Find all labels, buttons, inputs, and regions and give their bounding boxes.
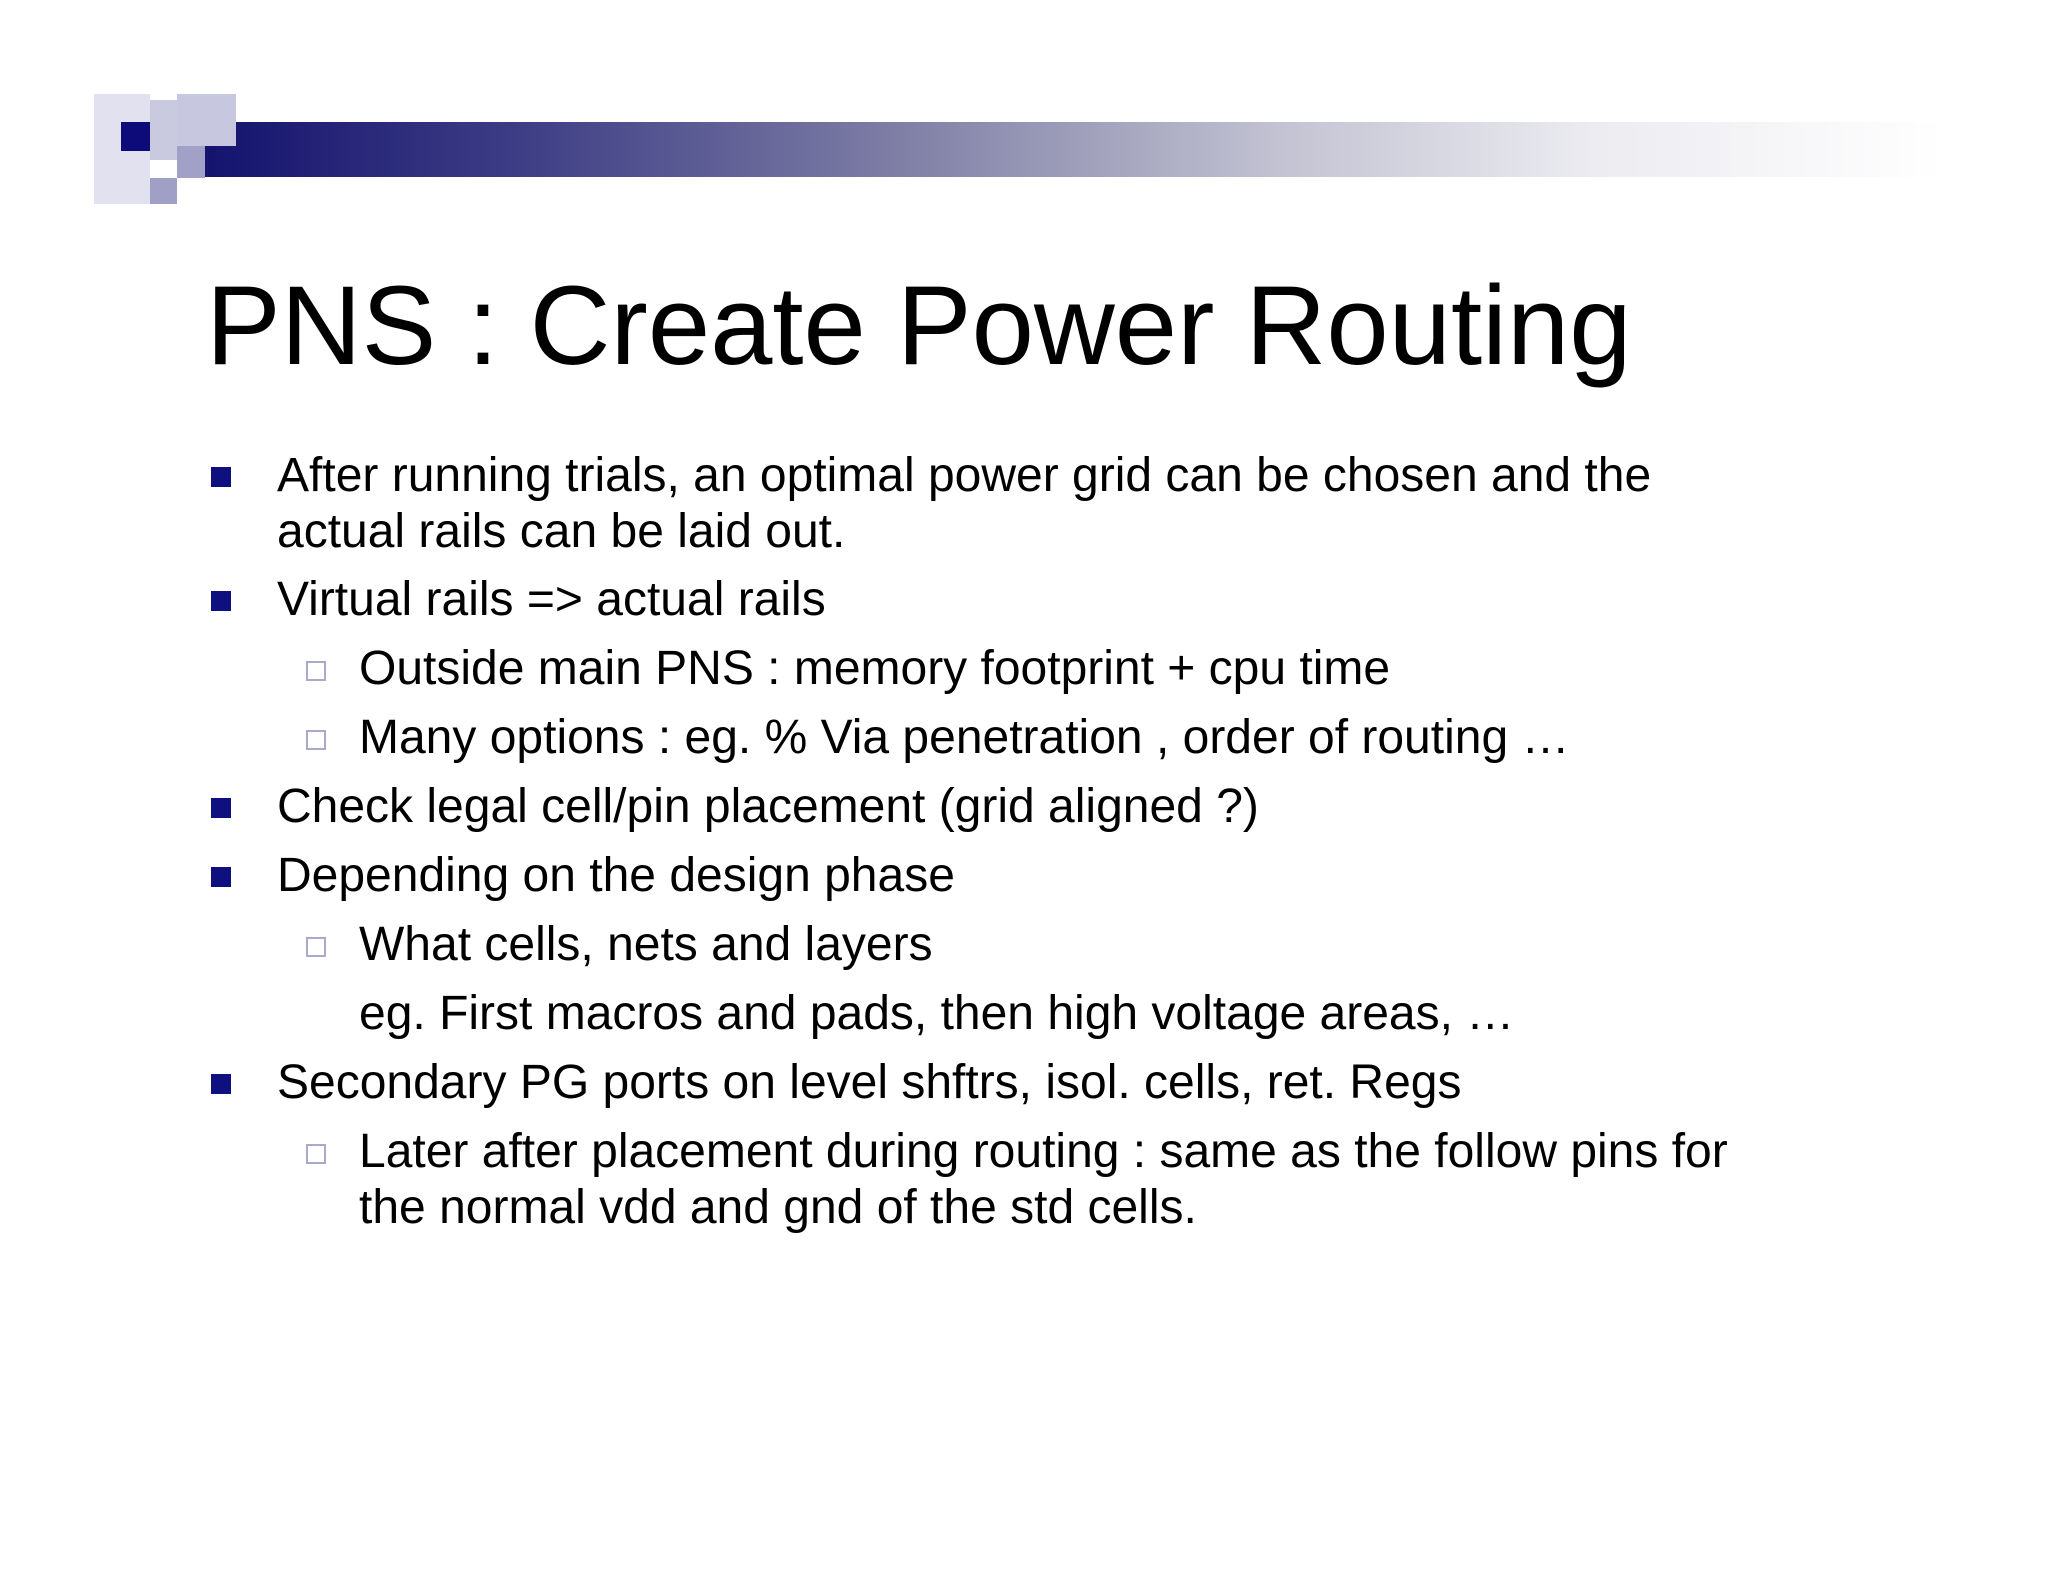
bullet-text-line: Later after placement during routing : same as the follow pins for [359, 1125, 1728, 1178]
square-bullet-icon [211, 1074, 231, 1094]
bullet-text-line: What cells, nets and layers [359, 918, 933, 971]
bullet-text-line: eg. First macros and pads, then high voltage areas, … [359, 987, 1515, 1040]
bullet-item [277, 448, 1651, 560]
square-bullet-icon [211, 867, 231, 887]
bullet-text-line: Depending on the design phase [277, 849, 955, 902]
bullet-item [277, 1055, 1461, 1111]
bullet-item [277, 572, 826, 628]
bullet-text-line: Check legal cell/pin placement (grid aligned ?) [277, 780, 1259, 833]
bullet-text-line: Secondary PG ports on level shftrs, isol. cells, ret. Regs [277, 1056, 1462, 1109]
bullet-text-line: Outside main PNS : memory footprint + cpu time [359, 642, 1391, 695]
hollow-square-bullet-icon [306, 937, 326, 957]
square-bullet-icon [211, 591, 231, 611]
square-bullet-icon [211, 467, 231, 487]
sub-bullet-item [359, 1124, 1728, 1236]
hollow-square-bullet-icon [306, 730, 326, 750]
hollow-square-bullet-icon [306, 661, 326, 681]
sub-bullet-item [359, 641, 1390, 697]
bullet-text-line: the normal vdd and gnd of the std cells. [359, 1181, 1197, 1234]
sub-bullet-item [359, 917, 933, 973]
bullet-item [277, 779, 1259, 835]
hollow-square-bullet-icon [306, 1144, 326, 1164]
sub-bullet-item [359, 710, 1569, 766]
sub-bullet-continuation [359, 986, 1514, 1042]
square-bullet-icon [211, 798, 231, 818]
bullet-item [277, 848, 955, 904]
bullet-text-line: Virtual rails => actual rails [277, 573, 826, 626]
slide-title: PNS : Create Power Routing [206, 263, 1632, 388]
bullet-text-line: actual rails can be laid out. [277, 505, 846, 558]
bullet-text-line: Many options : eg. % Via penetration , order of routing … [359, 711, 1570, 764]
bullet-text-line: After running trials, an optimal power grid can be chosen and the [277, 449, 1652, 502]
